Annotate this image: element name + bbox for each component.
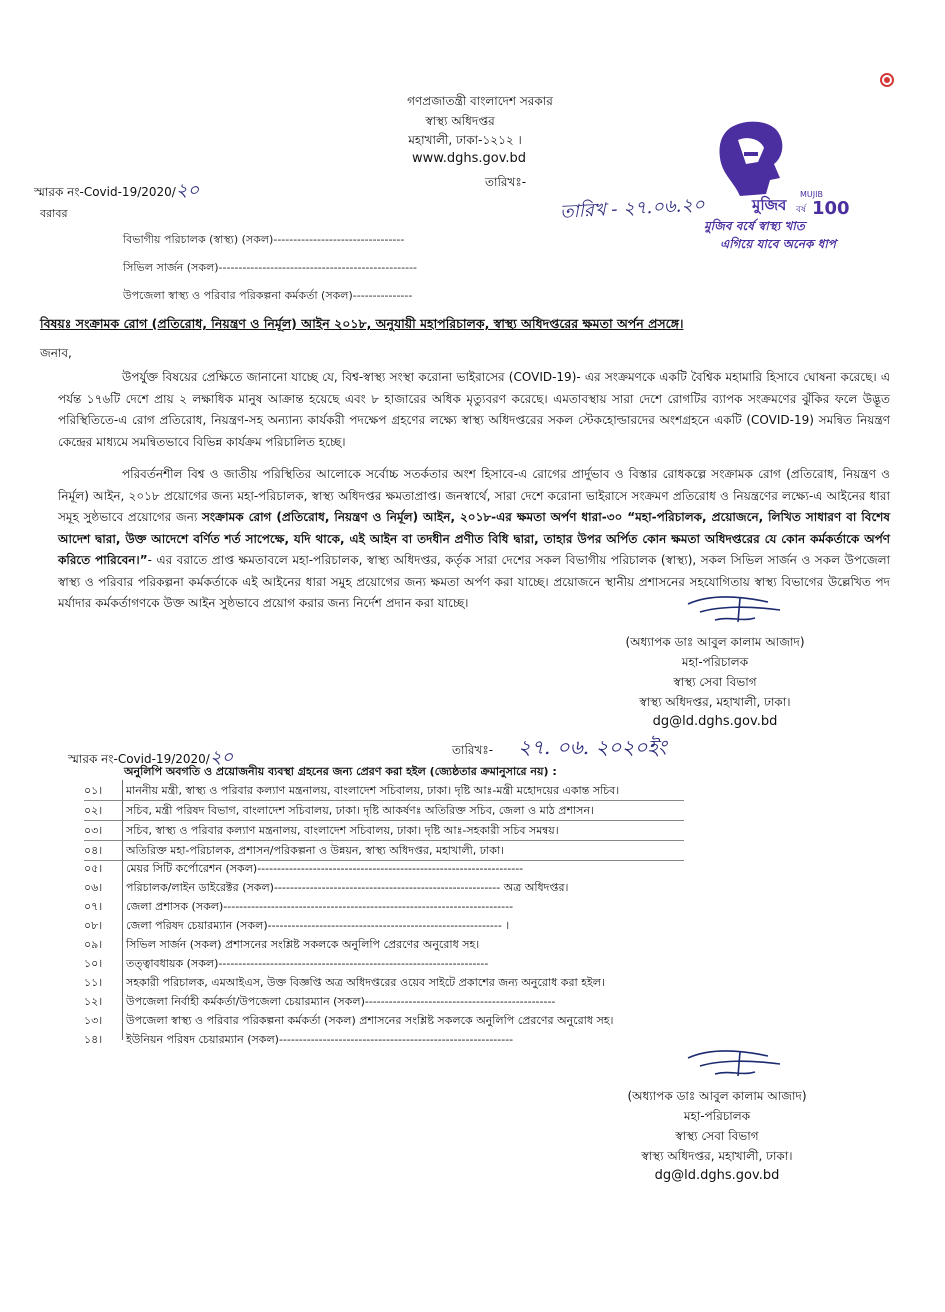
signature-mark-icon bbox=[680, 1044, 790, 1084]
memo-date-label: তারিখঃ- bbox=[485, 175, 527, 189]
signatory-office: স্বাস্থ্য অধিদপ্তর, মহাখালী, ঢাকা। bbox=[641, 1149, 793, 1163]
cc-item bbox=[84, 914, 704, 934]
memo-number-handwritten: ২০ bbox=[175, 180, 200, 201]
signatory-wing: স্বাস্থ্য সেবা বিভাগ bbox=[675, 1129, 759, 1143]
slogan-line2: এগিয়ে যাবে অনেক ধাপ bbox=[720, 237, 836, 251]
copy-memo-label: স্মারক নং-Covid-19/2020/ bbox=[68, 752, 210, 766]
recipient-upazila-officer: উপজেলা স্বাস্থ্য ও পরিবার পরিকল্পনা কর্মকর্তা (সকল)--------------- bbox=[123, 289, 413, 302]
cc-item-number: ১২। bbox=[84, 995, 103, 1008]
cc-item-text: উপজেলা নির্বাহী কর্মকর্তা/উপজেলা চেয়ারম্যান (সকল)------------------------------------------------ bbox=[126, 995, 556, 1008]
cc-item-number: ০২। bbox=[84, 804, 103, 817]
cc-item-text: জেলা পরিষদ চেয়ারম্যান (সকল)----------------------------------------------------------- । bbox=[126, 919, 510, 932]
cc-item-number: ০৪। bbox=[84, 844, 103, 857]
cc-item-text: উপজেলা স্বাস্থ্য ও পরিবার পরিকল্পনা কর্মকর্তা (সকল) প্রশাসনের সংশ্লিষ্ট সকলকে অনুলিপি প্রেরণের অনুরোধ সহ। bbox=[126, 1014, 614, 1027]
cc-item bbox=[84, 876, 704, 896]
cc-item-number: ০৩। bbox=[84, 824, 103, 837]
mujib-text: মুজিব bbox=[752, 196, 787, 214]
signatory-title: মহা-পরিচালক bbox=[683, 1109, 751, 1123]
cc-item bbox=[84, 1028, 704, 1048]
cc-item-text: তত্ত্বাবধায়ক (সকল)-------------------------------------------------------------------- bbox=[126, 957, 489, 970]
memo-date-handwritten: তারিখ - ২৭.০৬.২০ bbox=[559, 194, 706, 223]
signature-mark-icon bbox=[680, 592, 790, 630]
signatory-wing: স্বাস্থ্য সেবা বিভাগ bbox=[673, 675, 757, 689]
cc-item bbox=[84, 839, 704, 859]
cc-item-text: সহকারী পরিচালক, এমআইএস, উক্ত বিজ্ঞপ্তি অত্র অধিদপ্তরের ওয়েব সাইটে প্রকাশের জন্য অনুরোধ করা হইল। bbox=[126, 976, 605, 989]
cc-item-text: ইউনিয়ন পরিষদ চেয়ারম্যান (সকল)----------------------------------------------------------- bbox=[126, 1033, 514, 1046]
copy-heading: অনুলিপি অবগতি ও প্রয়োজনীয় ব্যবস্থা গ্রহনের জন্য প্রেরণ করা হইল (জ্যেষ্ঠতার ক্রমানুসারে নয়) : bbox=[124, 765, 557, 778]
memo-number bbox=[34, 176, 199, 207]
signatory-name: (অধ্যাপক ডাঃ আবুল কালাম আজাদ) bbox=[627, 1089, 807, 1103]
cc-item bbox=[84, 1009, 704, 1029]
address: মহাখালী, ঢাকা-১২১২ । bbox=[408, 133, 522, 147]
record-dot-icon bbox=[880, 73, 894, 87]
subject-line: বিষয়ঃ সংক্রামক রোগ (প্রতিরোধ, নিয়ন্ত্রণ ও নির্মূল) আইন ২০১৮, অনুযায়ী মহাপরিচালক, স্বাস্থ্য অধিদপ্তরের ক্ষমতা অর্পন প্রসঙ্গে। bbox=[40, 316, 684, 331]
cc-item-text: অতিরিক্ত মহা-পরিচালক, প্রশাসন/পরিকল্পনা ও উন্নয়ন, স্বাস্থ্য অধিদপ্তর, মহাখালী, ঢাকা। bbox=[126, 844, 505, 857]
cc-item-text: মেয়র সিটি কর্পোরেশন (সকল)------------------------------------------------------------------- bbox=[126, 862, 524, 875]
borsho-text: বর্ষ bbox=[796, 205, 806, 215]
cc-item-number: ০৮। bbox=[84, 919, 103, 932]
cc-item bbox=[84, 990, 704, 1010]
body-paragraph-2-law-quote: সংক্রামক রোগ (প্রতিরোধ, নিয়ন্ত্রণ ও নির্মূল) আইন, ২০১৮-এর ক্ষমতা অর্পণ ধারা-৩০ “মহা-পরিচালক, প্রয়োজনে, লিখিত সাধারণ বা বিশেষ আদেশ দ্বারা, উক্ত আদেশে বর্ণিত শর্ত সাপেক্ষে, যদি থাকে, এই আইন বা তদধীন প্রণীত বিধি দ্বারা, তাহার উপর অর্পিত কোন ক্ষমতা অধিদপ্তরের যে কোন কর্মকর্তাকে অর্পণ করিতে পারিবেন।” bbox=[58, 510, 890, 567]
cc-item-text: সিভিল সার্জন (সকল) প্রশাসনের সংশ্লিষ্ট সকলকে অনুলিপি প্রেরণের অনুরোধ সহ। bbox=[126, 938, 480, 951]
cc-item-number: ০১। bbox=[84, 784, 103, 797]
cc-item-text: সচিব, স্বাস্থ্য ও পরিবার কল্যাণ মন্ত্রনালয়, বাংলাদেশ সচিবালয়, ঢাকা। দৃষ্টি আঃ-সহকারী সচিব সমন্বয়। bbox=[126, 824, 559, 837]
salutation: জনাব, bbox=[40, 346, 72, 360]
government-name: গণপ্রজাতন্ত্রী বাংলাদেশ সরকার bbox=[407, 94, 553, 108]
cc-item-text: জেলা প্রশাসক (সকল)------------------------------------------------------------------------- bbox=[126, 900, 514, 913]
website-link[interactable]: www.dghs.gov.bd bbox=[412, 151, 527, 166]
signatory-email[interactable]: dg@ld.dghs.gov.bd bbox=[652, 714, 778, 729]
department-name: স্বাস্থ্য অধিদপ্তর bbox=[425, 114, 495, 128]
mujib-borsho-logo bbox=[700, 118, 860, 258]
cc-item-number: ১০। bbox=[84, 957, 103, 970]
cc-item bbox=[84, 819, 704, 839]
cc-item-number: ১১। bbox=[84, 976, 103, 989]
cc-item bbox=[84, 799, 704, 819]
copy-date-label: তারিখঃ- bbox=[452, 743, 494, 757]
body-paragraph-1: উপর্যুক্ত বিষয়ের প্রেক্ষিতে জানানো যাচ্ছে যে, বিশ্ব-স্বাস্থ্য সংস্থা করোনা ভাইরাসের (COVID-19)- এর সংক্রমণকে একটি বৈশ্বিক মহামারি হিসাবে ঘোষনা করেছে। এ পর্যন্ত ১৭৬টি দেশে প্রায় ২ লক্ষাধিক মানুষ আক্রান্ত হয়েছে এবং ৮ হাজারের অধিক মৃত্যুবরণ করেছে। এমতাবস্থায় সারা দেশে রোগটির ব্যাপক সংক্রমণের ঝুঁকির ফলে উদ্ভূত পরিস্থিতিতে-এ রোগ প্রতিরোধ, নিয়ন্ত্রণ-সহ অন্যান্য কার্যকরী পদক্ষেপ গ্রহণের লক্ষ্যে স্বাস্থ্য অধিদপ্তরের সকল স্টেকহোল্ডারদের অংশগ্রহনে একটি (COVID-19) সমন্বিত নিয়ন্ত্রণ কেন্দ্রের মাধ্যমে সমন্বিতভাবে বিভিন্ন কার্যক্রম পরিচালিত হচ্ছে। bbox=[58, 370, 890, 449]
cc-item bbox=[84, 779, 704, 799]
signatory-name: (অধ্যাপক ডাঃ আবুল কালাম আজাদ) bbox=[625, 635, 805, 649]
signatory-email[interactable]: dg@ld.dghs.gov.bd bbox=[654, 1168, 780, 1183]
cc-item-number: ০৫। bbox=[84, 862, 103, 875]
signature-block-2 bbox=[612, 1086, 822, 1186]
cc-item-number: ১৩। bbox=[84, 1014, 103, 1027]
cc-item bbox=[84, 952, 704, 972]
recipient-divisional-director: বিভাগীয় পরিচালক (স্বাস্থ্য) (সকল)--------------------------------- bbox=[123, 233, 405, 246]
cc-item-text: মাননীয় মন্ত্রী, স্বাস্থ্য ও পরিবার কল্যাণ মন্ত্রনালয়, বাংলাদেশ সচিবালয়, ঢাকা। দৃষ্টি আঃ-মন্ত্রী মহোদয়ের একান্ত সচিব। bbox=[126, 784, 620, 797]
mujib-latin: MUJIB bbox=[800, 190, 823, 199]
cc-item-number: ০৭। bbox=[84, 900, 103, 913]
copy-memo-handwritten: ২০ bbox=[209, 747, 234, 768]
slogan-line1: মুজিব বর্ষে স্বাস্থ্য খাত bbox=[704, 219, 805, 233]
cc-item bbox=[84, 857, 704, 877]
cc-item-text: পরিচালক/লাইন ডাইরেক্টর (সকল)--------------------------------------------------------- অত্র অধিদপ্তর। bbox=[126, 881, 569, 894]
cc-item bbox=[84, 895, 704, 915]
body-paragraph-2-intro: পরিবর্তনশীল বিশ্ব ও জাতীয় পরিস্থিতির আলোকে সর্বোচ্চ সতর্কতার অংশ হিসাবে-এ রোগের প্রার্দুভাব ও বিস্তার রোধকল্পে সংক্রামক রোগ (প্রতিরোধ, নিয়ন্ত্রণ ও নির্মূল) আইন, ২০১৮ প্রয়োগের জন্য মহা-পরিচালক, স্বাস্থ্য অধিদপ্তর ক্ষমতাপ্রাপ্ত। জনস্বার্থে, সারা দেশে করোনা ভাইরাসে সংক্রমণ প্রতিরোধ ও নিয়ন্ত্রণের লক্ষ্যে-এ আইনের ধারা সমূহ সুষ্ঠভাবে প্রয়োগের জন্য bbox=[58, 467, 890, 524]
cc-item-number: ১৪। bbox=[84, 1033, 103, 1046]
hundred-text: 100 bbox=[812, 198, 850, 219]
cc-item bbox=[84, 971, 704, 991]
cc-item-number: ০৯। bbox=[84, 938, 103, 951]
cc-item-number: ০৬। bbox=[84, 881, 103, 894]
body-paragraph-2-closing: - এর বরাতে প্রাপ্ত ক্ষমতাবলে মহা-পরিচালক, স্বাস্থ্য অধিদপ্তর, কর্তৃক সারা দেশের সকল বিভাগীয় পরিচালক (স্বাস্থ্য), সকল সিভিল সার্জন ও সকল উপজেলা স্বাস্থ্য ও পরিবার পরিকল্পনা কর্মকর্তাকে এই আইনের ধারা সমুহ প্রয়োগের জন্য ক্ষমতা অর্পণ করা যাচ্ছে। প্রয়োজনে স্থানীয় প্রশাসনের সহযোগিতায় স্বাস্থ্য বিভাগের উল্লেখিত পদ মর্যাদার কর্মকর্তাগণকে উক্ত আইন সুষ্ঠভাবে প্রয়োগ করার জন্য নির্দেশ প্রদান করা যাচ্ছে। bbox=[58, 553, 891, 610]
signature-block-1 bbox=[610, 632, 820, 732]
memo-number-label: স্মারক নং-Covid-19/2020/ bbox=[34, 185, 176, 199]
to-label: বরাবর bbox=[40, 207, 68, 220]
copy-date-handwritten: ২৭. ০৬. ২০২০ইং bbox=[518, 735, 667, 759]
cc-item bbox=[84, 933, 704, 953]
signatory-office: স্বাস্থ্য অধিদপ্তর, মহাখালী, ঢাকা। bbox=[639, 695, 791, 709]
signatory-title: মহা-পরিচালক bbox=[681, 655, 749, 669]
recipient-civil-surgeon: সিভিল সার্জন (সকল)-------------------------------------------------- bbox=[123, 261, 418, 274]
cc-item-text: সচিব, মন্ত্রী পরিষদ বিভাগ, বাংলাদেশ সচিবালয়, ঢাকা। দৃষ্টি আকর্ষণঃ অতিরিক্ত সচিব, জেলা ও মাঠ প্রশাসন। bbox=[126, 804, 594, 817]
